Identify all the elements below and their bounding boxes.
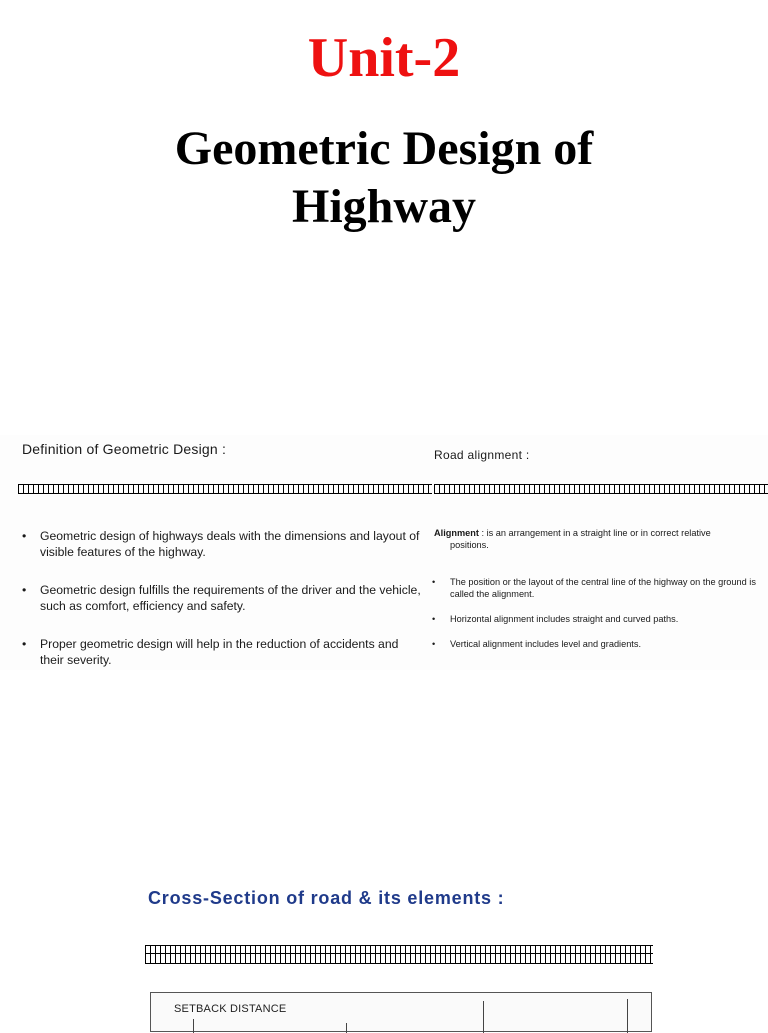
list-item: • Geometric design of highways deals with the dimensions and layout of visible features of the highway. bbox=[22, 529, 420, 559]
ruler-divider-bottom bbox=[145, 945, 653, 964]
alignment-term: Alignment bbox=[434, 528, 479, 538]
definition-bullet-list bbox=[22, 528, 422, 690]
page-title: Geometric Design of Highway bbox=[174, 122, 594, 233]
ruler-divider-left bbox=[18, 484, 432, 494]
diagram-line bbox=[483, 1001, 484, 1033]
list-item: • Geometric design fulfills the requirements of the driver and the vehicle, such as comfort, efficiency and safety. bbox=[22, 583, 421, 613]
alignment-definition-text: : is an arrangement in a straight line or in correct relative bbox=[478, 528, 711, 538]
road-alignment-heading: Road alignment : bbox=[434, 448, 530, 462]
setback-distance-label: SETBACK DISTANCE bbox=[174, 1003, 287, 1015]
cross-section-heading: Cross-Section of road & its elements : bbox=[148, 888, 505, 908]
alignment-bullet-list bbox=[432, 576, 762, 663]
diagram-line bbox=[346, 1023, 347, 1033]
diagram-line bbox=[627, 999, 628, 1033]
diagram-line bbox=[193, 1019, 194, 1033]
alignment-definition bbox=[434, 527, 764, 551]
list-item: • Horizontal alignment includes straight and curved paths. bbox=[432, 614, 679, 624]
list-item: • The position or the layout of the central line of the highway on the ground is called the alignment. bbox=[432, 577, 756, 599]
ruler-divider-right bbox=[434, 484, 768, 494]
list-item: • Proper geometric design will help in the reduction of accidents and their severity. bbox=[22, 637, 399, 667]
list-item: • Vertical alignment includes level and gradients. bbox=[432, 639, 642, 649]
definition-heading: Definition of Geometric Design : bbox=[22, 441, 227, 457]
alignment-definition-text-cont: positions. bbox=[450, 540, 489, 550]
unit-title: Unit-2 bbox=[307, 27, 461, 89]
